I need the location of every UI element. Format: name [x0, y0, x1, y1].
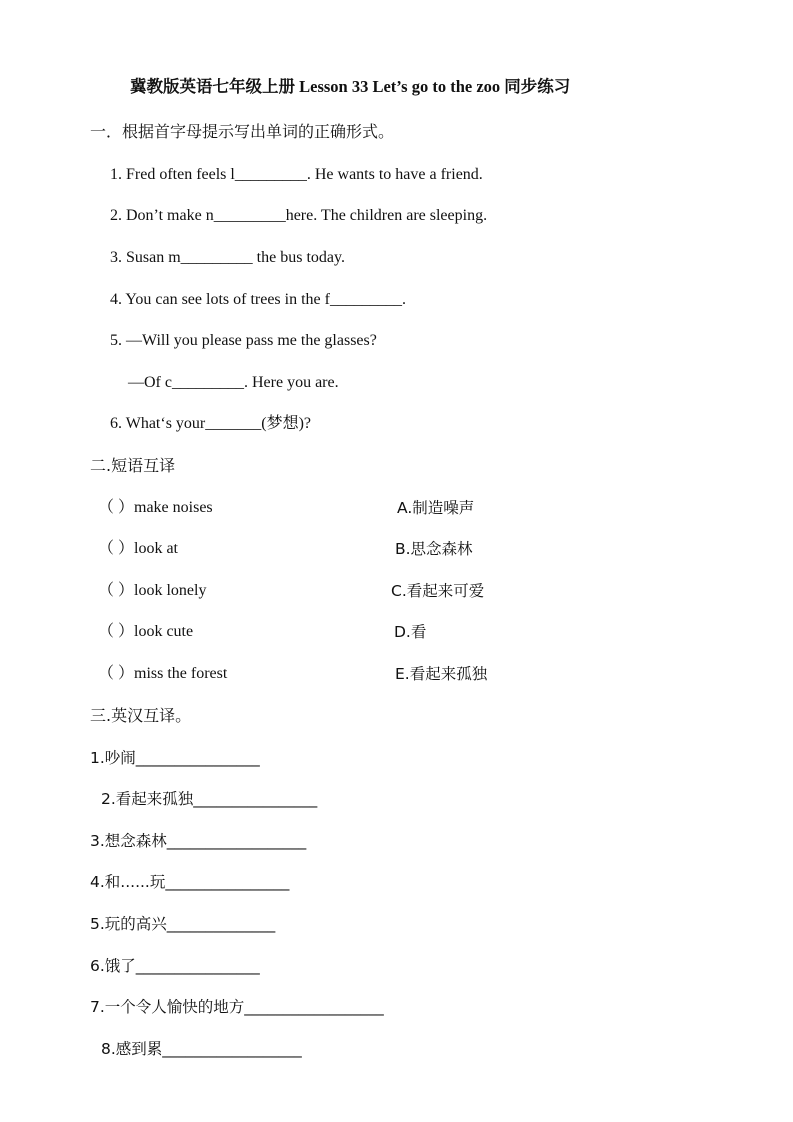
section-3-item-6: 6.饿了________________ [90, 957, 260, 975]
phrase-row-2-right: B.思念森林 [395, 540, 473, 558]
phrase-row-5-right: E.看起来孤独 [395, 665, 488, 683]
section-3-item-1: 1.吵闹________________ [90, 749, 260, 767]
phrase-row-4-right: D.看 [394, 623, 427, 641]
phrase-row-1-left: （ ）make noises [98, 499, 213, 516]
section-3-item-8: 8.感到累__________________ [101, 1040, 302, 1058]
section-1-item-1: 1. Fred often feels l_________. He wants to have a friend. [110, 166, 483, 183]
document-title: 冀教版英语七年级上册 Lesson 33 Let’s go to the zoo 同步练习 [130, 77, 571, 96]
section-3-item-4: 4.和......玩________________ [90, 873, 290, 891]
phrase-row-2-left: （ ）look at [98, 540, 178, 557]
section-1-item-2: 2. Don’t make n_________here. The children are sleeping. [110, 207, 488, 224]
section-3-item-2: 2.看起来孤独________________ [101, 790, 318, 808]
phrase-row-4-left: （ ）look cute [98, 623, 194, 640]
section-1-heading: 一．根据首字母提示写出单词的正确形式。 [90, 122, 395, 141]
section-1-item-4: 4. You can see lots of trees in the f_________. [110, 291, 406, 308]
phrase-row-3-left: （ ）look lonely [98, 582, 207, 599]
section-1-item-3: 3. Susan m_________ the bus today. [110, 249, 345, 266]
phrase-row-3-right: C.看起来可爱 [391, 582, 485, 600]
section-1-item-5: 5. —Will you please pass me the glasses? [110, 332, 377, 349]
section-3-heading: 三.英汉互译。 [90, 706, 192, 725]
section-3-item-7: 7.一个令人愉快的地方__________________ [90, 998, 384, 1016]
section-2-heading: 二.短语互译 [90, 456, 176, 475]
section-1-item-5-answer: —Of c_________. Here you are. [128, 374, 339, 391]
section-3-item-5: 5.玩的高兴______________ [90, 915, 276, 933]
phrase-row-1-right: A.制造噪声 [397, 499, 475, 517]
phrase-row-5-left: （ ）miss the forest [98, 665, 228, 682]
section-1-item-6: 6. What‘s your_______(梦想)? [110, 415, 312, 432]
section-3-item-3: 3.想念森林__________________ [90, 832, 307, 850]
